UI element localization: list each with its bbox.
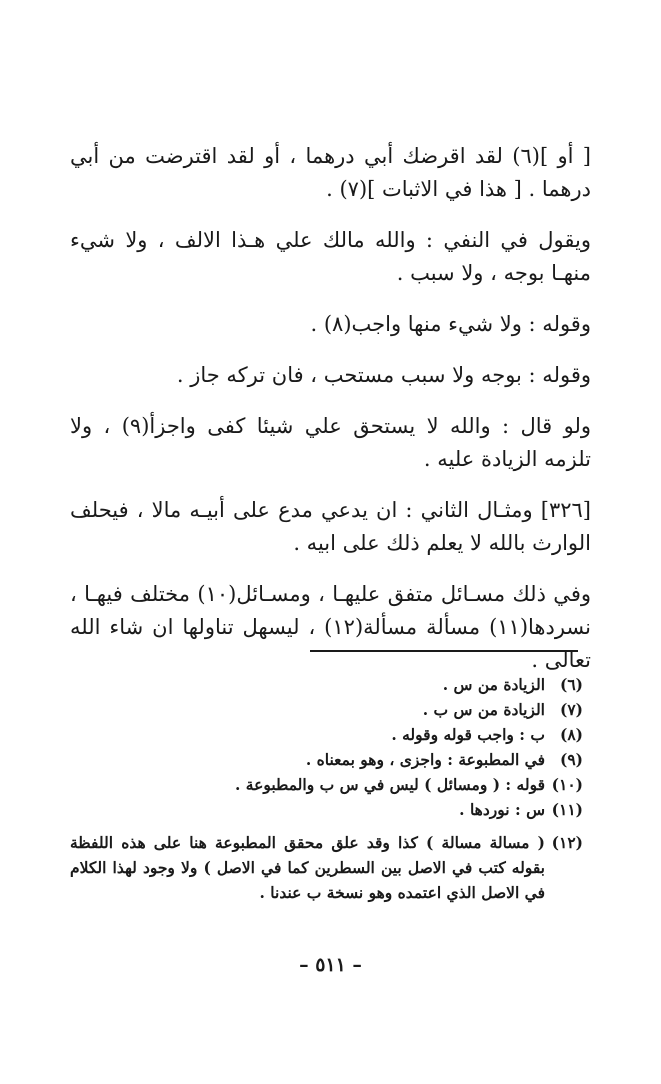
footnote-12 [70, 830, 583, 905]
paragraph-3: وقوله : ولا شيء منها واجب(٨) . [310, 312, 591, 336]
footnote-10 [70, 772, 583, 797]
footnote-7 [70, 697, 583, 722]
footnote-8 [70, 722, 583, 747]
footnote-number: (١٠) [551, 775, 583, 794]
footnote-number: (١١) [551, 800, 583, 819]
footnotes [70, 672, 583, 905]
page-number: – ٥١١ – [299, 954, 362, 976]
footnote-number: (٩) [559, 750, 583, 769]
paragraph-5: ولو قال : والله لا يستحق علي شيئا كفى واجزأ(٩) ، ولا تلزمه الزيادة عليه . [70, 414, 591, 471]
paragraph-6: [٣٢٦] ومثـال الثاني : ان يدعي مدع على أبيـه مالا ، فيحلف الوارث بالله لا يعلم ذلك على ابيه . [70, 498, 591, 555]
paragraph-7: وفي ذلك مسـائل متفق عليهـا ، ومسـائل(١٠) مختلف فيهـا ، نسردها(١١) مسألة مسألة(١٢) ، ليسهل تناولها ان شاء الله تعالى . [70, 582, 592, 672]
footnote-text: ب : واجب قوله وقوله . [391, 725, 545, 744]
paragraph-2: ويقول في النفي : والله مالك علي هـذا الالف ، ولا شيء منهـا بوجه ، ولا سبب . [70, 228, 591, 285]
footnote-text: الزيادة من س ب . [422, 700, 545, 719]
main-text [70, 140, 591, 695]
footnote-number: (٦) [559, 675, 583, 694]
footnote-text: قوله : ( ومسائل ) ليس في س ب والمطبوعة . [234, 775, 545, 794]
footnote-6 [70, 672, 583, 697]
footnote-number: (٧) [559, 700, 583, 719]
footnote-text: في المطبوعة : واجزى ، وهو بمعناه . [305, 750, 545, 769]
footnote-text: ( مسالة مسالة ) كذا وقد علق محقق المطبوعة هنا على هذه اللفظة بقوله كتب في الاصل بين السطرين كما في الاصل ) ولا وجود لهذا الكلام في الاصل الذي اعتمده وهو نسخة ب عندنا . [70, 833, 545, 902]
footnote-9 [70, 747, 583, 772]
paragraph-4: وقوله : بوجه ولا سبب مستحب ، فان تركه جاز . [176, 363, 591, 387]
footnote-separator [310, 650, 578, 652]
footnote-number: (٨) [559, 725, 583, 744]
footnote-text: الزيادة من س . [442, 675, 545, 694]
footnote-text: س : نوردها . [459, 800, 545, 819]
footnote-number: (١٢) [551, 833, 583, 852]
footnote-11 [70, 797, 583, 822]
paragraph-1: [ أو ](٦) لقد اقرضك أبي درهما ، أو لقد اقترضت من أبي درهما . [ هذا في الاثبات ](٧) . [70, 144, 592, 201]
